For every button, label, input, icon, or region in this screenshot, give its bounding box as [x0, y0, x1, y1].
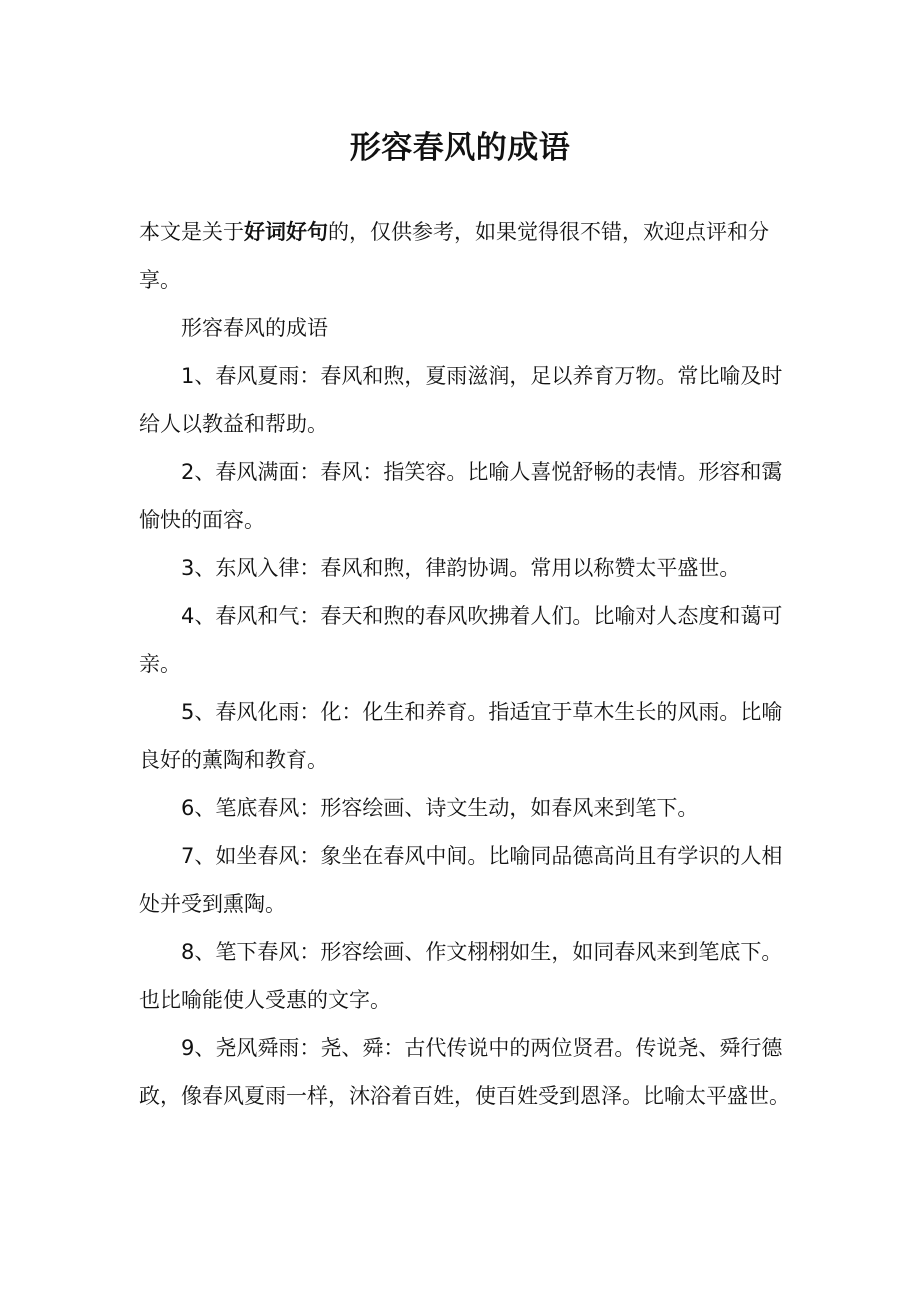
- intro-paragraph: [139, 208, 794, 304]
- idiom-item-5: 5、春风化雨：化：化生和养育。指适宜于草木生长的风雨。比喻良好的薰陶和教育。: [139, 700, 783, 772]
- idiom-item-8: 8、笔下春风：形容绘画、作文栩栩如生，如同春风来到笔底下。也比喻能使人受惠的文字。: [139, 940, 783, 1012]
- idiom-item-2: 2、春风满面：春风：指笑容。比喻人喜悦舒畅的表情。形容和霭愉快的面容。: [139, 460, 783, 532]
- page-title: 形容春风的成语: [349, 130, 571, 166]
- intro-text-after: 的，仅供参考，如果觉得很不错，欢迎点评和分享。: [139, 220, 769, 292]
- idiom-item-6: 6、笔底春风：形容绘画、诗文生动，如春风来到笔下。: [181, 796, 699, 820]
- idiom-item-1: 1、春风夏雨：春风和煦，夏雨滋润，足以养育万物。常比喻及时给人以教益和帮助。: [139, 364, 783, 436]
- idiom-item-4: 4、春风和气：春天和煦的春风吹拂着人们。比喻对人态度和蔼可亲。: [139, 604, 783, 676]
- idiom-item-3: 3、东风入律：春风和煦，律韵协调。常用以称赞太平盛世。: [181, 556, 741, 580]
- idiom-item-9: 9、尧风舜雨：尧、舜：古代传说中的两位贤君。传说尧、舜行德政，像春风夏雨一样，沐浴着百姓，使百姓受到恩泽。比喻太平盛世。: [139, 1036, 790, 1108]
- section-subtitle: 形容春风的成语: [181, 316, 328, 340]
- intro-link-keyword: 好词好句: [244, 220, 328, 244]
- idiom-item-7: 7、如坐春风：象坐在春风中间。比喻同品德高尚且有学识的人相处并受到熏陶。: [139, 844, 783, 916]
- document-body: [139, 208, 794, 1120]
- intro-text-before: 本文是关于: [139, 220, 244, 244]
